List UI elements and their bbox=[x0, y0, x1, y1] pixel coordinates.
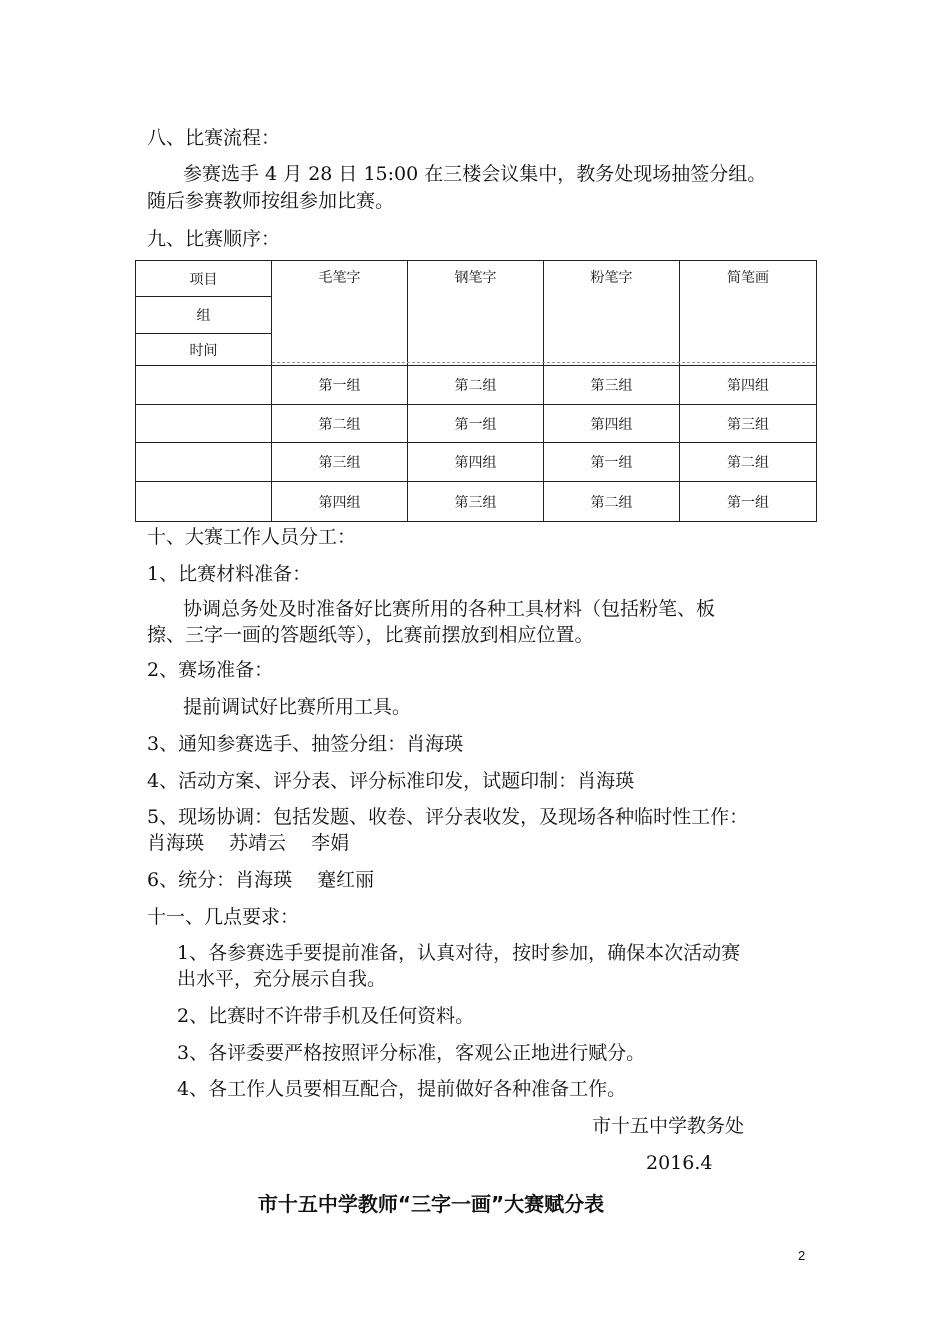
item1-title: 1、比赛材料准备： bbox=[147, 563, 312, 585]
table-cell-time bbox=[136, 482, 272, 522]
item1-body-line2: 擦、三字一画的答题纸等），比赛前摆放到相应位置。 bbox=[147, 624, 594, 646]
requirement-1-line1: 1、各参赛选手要提前准备，认真对待，按时参加，确保本次活动赛 bbox=[177, 942, 741, 964]
column-header-chalk: 粉笔字 bbox=[544, 261, 680, 366]
column-header-pen: 钢笔字 bbox=[408, 261, 544, 366]
item3: 3、通知参赛选手、抽签分组：肖海瑛 bbox=[147, 733, 464, 755]
table-cell-time bbox=[136, 405, 272, 443]
table-cell: 第二组 bbox=[544, 482, 680, 522]
signature-org: 市十五中学教务处 bbox=[592, 1115, 745, 1137]
header-label-time: 时间 bbox=[136, 334, 272, 366]
item2-body: 提前调试好比赛所用工具。 bbox=[183, 696, 412, 718]
section10-heading: 十、大赛工作人员分工： bbox=[147, 526, 357, 548]
table-cell: 第三组 bbox=[408, 482, 544, 522]
column-header-brush: 毛笔字 bbox=[272, 261, 408, 366]
item2-title: 2、赛场准备： bbox=[147, 659, 274, 681]
table-cell: 第四组 bbox=[544, 405, 680, 443]
table-cell: 第四组 bbox=[680, 366, 817, 405]
item6: 6、统分：肖海瑛 蹇红丽 bbox=[147, 869, 375, 891]
table-cell: 第三组 bbox=[272, 443, 408, 482]
table-cell: 第三组 bbox=[680, 405, 817, 443]
item4: 4、活动方案、评分表、评分标准印发，试题印制：肖海瑛 bbox=[147, 770, 635, 792]
section11-heading: 十一、几点要求： bbox=[147, 906, 300, 928]
score-table-title: 市十五中学教师“三字一画”大赛赋分表 bbox=[257, 1192, 605, 1216]
requirement-3: 3、各评委要严格按照评分标准，客观公正地进行赋分。 bbox=[177, 1042, 646, 1064]
competition-order-table bbox=[135, 260, 817, 522]
requirement-4: 4、各工作人员要相互配合，提前做好各种准备工作。 bbox=[177, 1078, 627, 1100]
section8-heading: 八、比赛流程： bbox=[147, 127, 281, 149]
header-label-group: 组 bbox=[136, 297, 272, 334]
table-cell: 第二组 bbox=[408, 366, 544, 405]
table-cell: 第三组 bbox=[544, 366, 680, 405]
table-cell-time bbox=[136, 366, 272, 405]
table-cell: 第一组 bbox=[408, 405, 544, 443]
header-divider bbox=[272, 362, 815, 363]
column-header-sketch: 简笔画 bbox=[680, 261, 817, 366]
table-cell: 第一组 bbox=[544, 443, 680, 482]
table-cell: 第二组 bbox=[680, 443, 817, 482]
table-cell: 第一组 bbox=[272, 366, 408, 405]
requirement-1-line2: 出水平，充分展示自我。 bbox=[177, 968, 387, 990]
requirement-2: 2、比赛时不许带手机及任何资料。 bbox=[177, 1005, 475, 1027]
item5-line1: 5、现场协调：包括发题、收卷、评分表收发，及现场各种临时性工作： bbox=[147, 806, 749, 828]
section8-paragraph-line1: 参赛选手 4 月 28 日 15:00 在三楼会议集中，教务处现场抽签分组。 bbox=[183, 163, 767, 185]
page-number: 2 bbox=[798, 1248, 806, 1263]
table-cell: 第四组 bbox=[272, 482, 408, 522]
table-cell: 第一组 bbox=[680, 482, 817, 522]
section8-paragraph-line2: 随后参赛教师按组参加比赛。 bbox=[147, 190, 395, 212]
header-label-project: 项目 bbox=[136, 261, 272, 297]
table-cell-time bbox=[136, 443, 272, 482]
table-cell: 第二组 bbox=[272, 405, 408, 443]
signature-date: 2016.4 bbox=[646, 1152, 713, 1174]
item1-body-line1: 协调总务处及时准备好比赛所用的各种工具材料（包括粉笔、板 bbox=[183, 598, 716, 620]
item5-line2: 肖海瑛 苏靖云 李娟 bbox=[147, 832, 350, 854]
table-cell: 第四组 bbox=[408, 443, 544, 482]
section9-heading: 九、比赛顺序： bbox=[147, 228, 281, 250]
